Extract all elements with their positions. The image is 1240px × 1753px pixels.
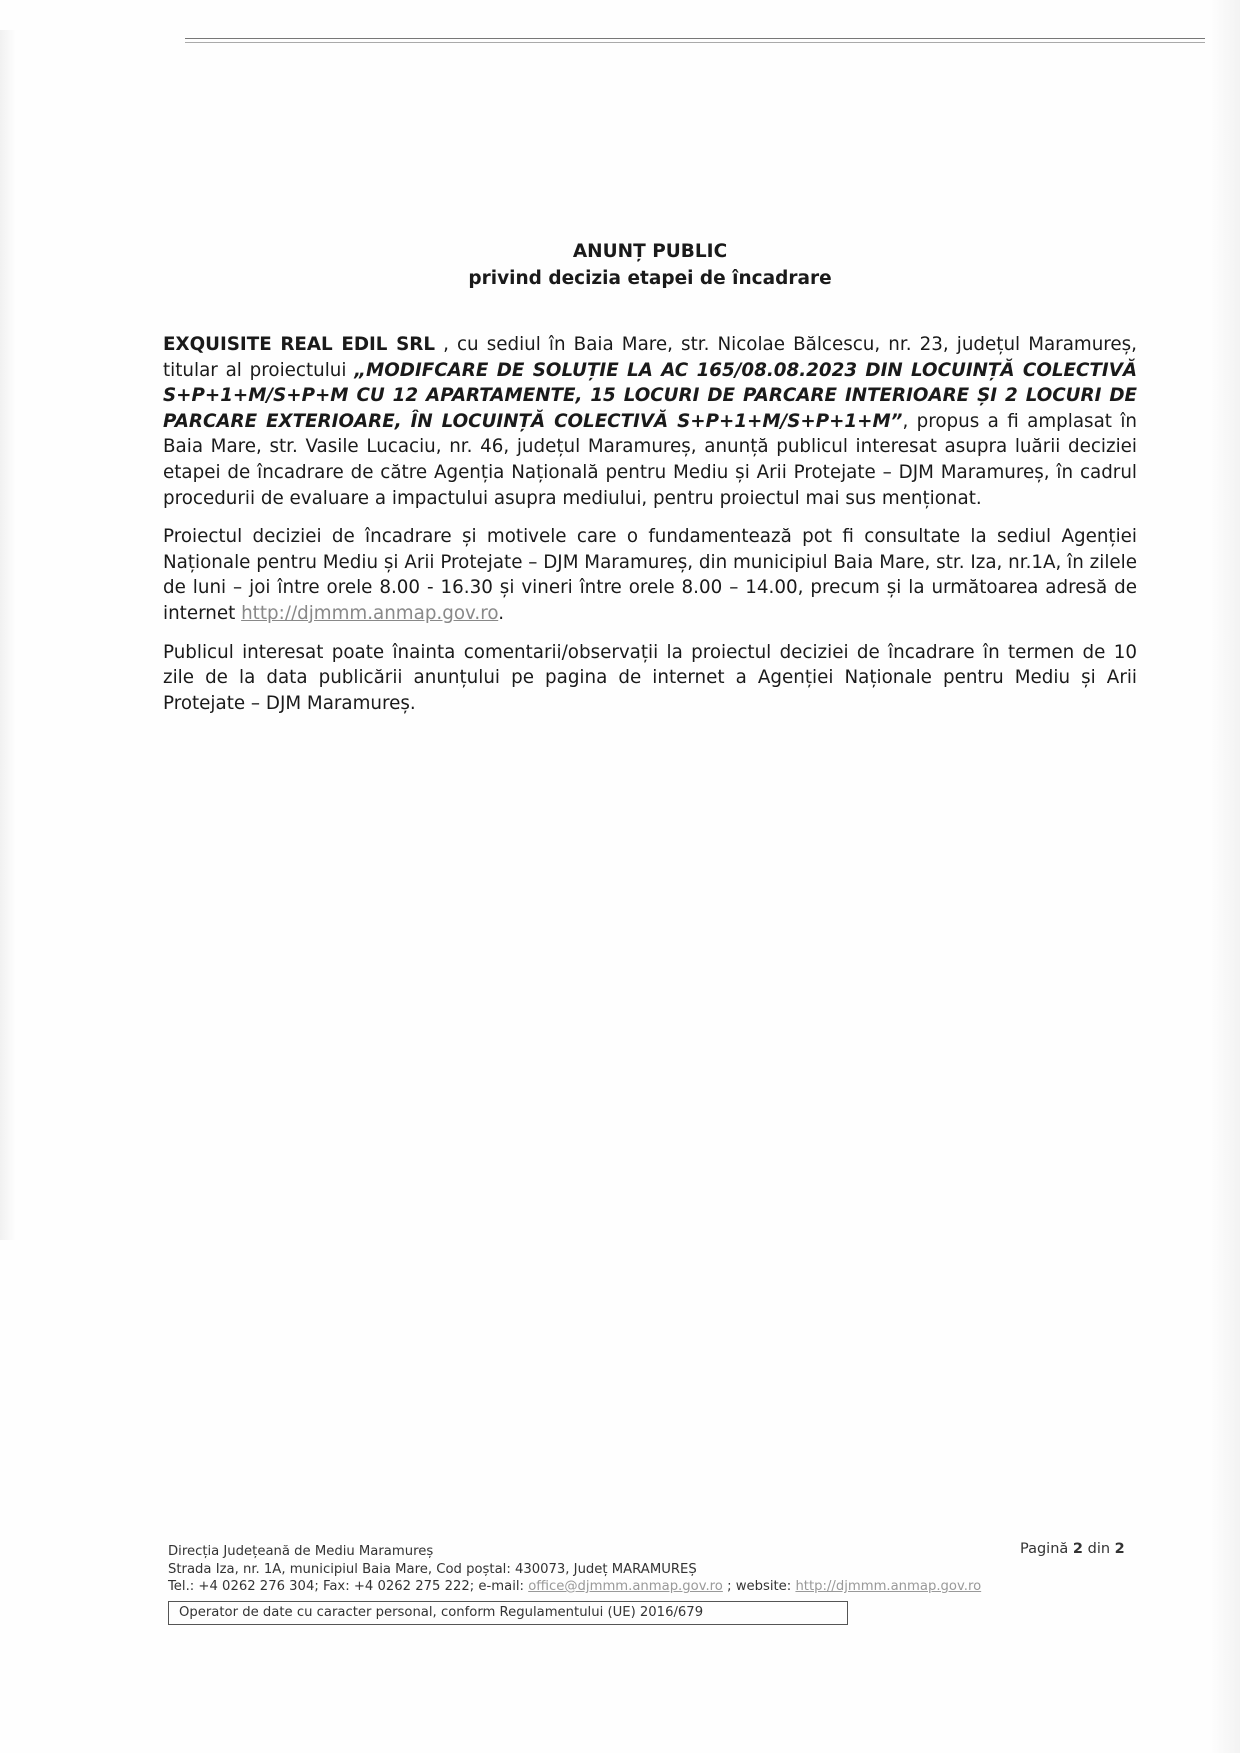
scan-edge-shadow-left — [0, 30, 16, 1240]
footer-email-link[interactable]: office@djmmm.anmap.gov.ro — [528, 1579, 723, 1594]
page-separator: din — [1087, 1541, 1111, 1557]
footer-address: Strada Iza, nr. 1A, municipiul Baia Mare, Cod poștal: 430073, Județ MARAMUREȘ — [168, 1561, 697, 1577]
footer-website-link[interactable]: http://djmmm.anmap.gov.ro — [795, 1579, 982, 1594]
project-title: „MODIFCARE DE SOLUȚIE LA AC 165/08.08.2023 DIN LOCUINȚĂ COLECTIVĂ S+P+1+M/S+P+M CU 12 APARTAMENTE, 15 LOCURI DE PARCARE INTERIOARE ȘI 2 LOCURI DE PARCARE EXTERIOARE, ÎN LOCUINȚĂ COLECTIVĂ S+P+1+M/S+P+1+M” — [163, 359, 1137, 432]
consultation-end: . — [498, 602, 505, 624]
document-subtitle: privind decizia etapei de încadrare — [468, 268, 832, 289]
footer-contact-prefix: Tel.: +4 0262 276 304; Fax: +4 0262 275 222; e-mail: — [168, 1579, 529, 1594]
footer-contact — [168, 1578, 1048, 1596]
page-label: Pagină — [1020, 1541, 1069, 1557]
document-footer — [168, 1543, 1048, 1596]
announcement-text-a: , cu sediul în Baia Mare, str. Nicolae Bălcescu, nr. 23, județul Maramureș, titular al proiectului — [163, 334, 1137, 381]
consultation-text: Proiectul deciziei de încadrare și motivele care o fundamentează pot fi consultate la sediul Agenției Naționale pentru Mediu și Arii Protejate – DJM Maramureș, din municipiul Baia Mare, str. Iza, nr.1A, în zilele de luni – joi între orele 8.00 - 16.30 și vineri între orele 8.00 – 14.00, precum și la următoarea adresă de internet — [163, 526, 1137, 624]
paragraph-comments — [163, 640, 1137, 717]
website-link[interactable]: http://djmmm.anmap.gov.ro — [241, 602, 499, 624]
comments-text: Publicul interesat poate înainta comentarii/observații la proiectul deciziei de încadrare în termen de 10 zile de la data publicării anunțului pe pagina de internet a Agenției Naționale pentru Mediu și Arii Protejate – DJM Maramureș. — [163, 641, 1137, 714]
paragraph-consultation — [163, 524, 1137, 626]
scan-edge-shadow-right — [1210, 0, 1240, 1753]
announcement-text-b: , propus a fi amplasat în Baia Mare, str. Vasile Lucaciu, nr. 46, județul Maramureș, anunță publicul interesat asupra luării deciziei etapei de încadrare de către Agenția Națională pentru Mediu și Arii Protejate – DJM Maramureș, în cadrul procedurii de evaluare a impactului asupra mediului, pentru proiectul mai sus menționat. — [163, 410, 1137, 509]
gdpr-notice-box — [168, 1601, 848, 1625]
header-rule-secondary — [185, 42, 1205, 43]
footer-website-prefix: ; website: — [722, 1579, 796, 1594]
page-current: 2 — [1072, 1541, 1083, 1557]
footer-institution: Direcția Județeană de Mediu Maramureș — [168, 1544, 434, 1559]
gdpr-notice: Operator de date cu caracter personal, conform Regulamentului (UE) 2016/679 — [179, 1605, 704, 1620]
document-body — [163, 332, 1137, 729]
paragraph-announcement — [163, 332, 1137, 511]
document-heading — [160, 238, 1140, 292]
header-rule — [185, 38, 1205, 39]
page-total: 2 — [1114, 1541, 1125, 1557]
company-name: EXQUISITE REAL EDIL SRL — [163, 334, 435, 355]
document-title: ANUNȚ PUBLIC — [572, 241, 728, 262]
